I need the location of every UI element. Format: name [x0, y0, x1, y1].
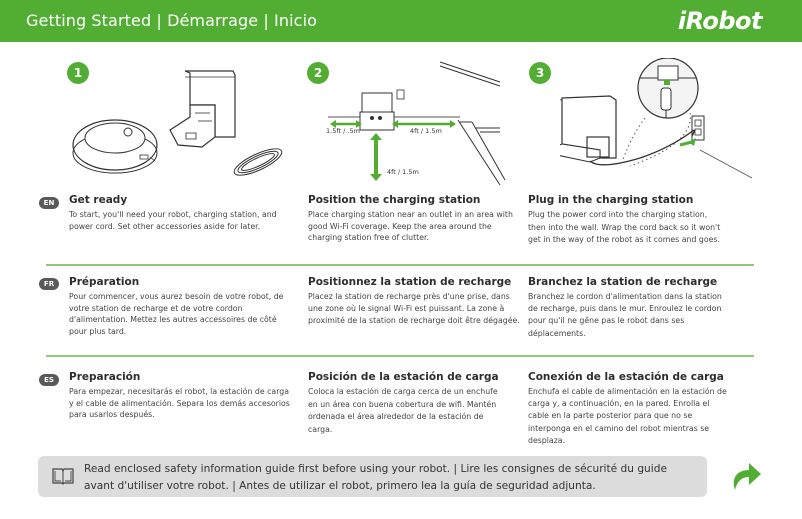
section-heading: Positionnez la station de recharge	[308, 276, 512, 288]
es-plug-in-station	[528, 371, 728, 447]
step-3-badge: 3	[529, 62, 551, 84]
section-body: To start, you'll need your robot, charging station, and power cord. Set other accessories aside for later.	[69, 210, 277, 231]
next-page-arrow-icon[interactable]	[729, 458, 763, 496]
section-body: Coloca la estación de carga cerca de un enchufe en un área con buena cobertura de wifi. Mantén ordenada el área alrededor de la estación de carga.	[308, 387, 498, 434]
dock-plug-in-illustration	[560, 58, 760, 183]
step-1-badge: 1	[67, 62, 89, 84]
safety-notice-text: Read enclosed safety information guide first before using your robot. | Lire les consignes de sécurité du guide avant d'utiliser votre robot. | Antes de utilizar el robot, primero lea la guía de seguridad adjunta.	[84, 463, 667, 492]
lang-badge-en: EN	[39, 197, 59, 209]
section-body: Pour commencer, vous aurez besoin de votre robot, de votre station de recharge et de votre cordon d'alimentation. Mettez les autres accessoires de côté pour plus tard.	[69, 292, 284, 336]
section-heading: Posición de la estación de carga	[308, 371, 499, 383]
section-heading: Get ready	[69, 194, 128, 206]
fr-plug-in-station	[528, 276, 724, 340]
section-heading: Preparación	[69, 371, 141, 383]
section-body: Branchez le cordon d'alimentation dans la station de recharge, puis dans le mur. Enroulez le cordon pour qu'il ne gêne pas le robot dans ses déplacements.	[528, 292, 722, 338]
es-preparacion	[69, 371, 291, 421]
section-divider	[46, 264, 754, 266]
en-position-station	[308, 194, 522, 244]
section-heading: Position the charging station	[308, 194, 481, 206]
section-divider	[46, 355, 754, 357]
fr-preparation	[69, 276, 291, 337]
en-plug-in-station	[528, 194, 724, 247]
lang-badge-es: ES	[39, 374, 59, 386]
section-body: Para empezar, necesitarás el robot, la estación de carga y el cable de alimentación. Separa los demás accesorios para usarlos después.	[69, 387, 290, 420]
robot-dock-cord-illustration	[70, 65, 290, 185]
step-2-badge: 2	[307, 62, 329, 84]
left-clearance-label: 1.5ft / .5m	[326, 127, 360, 135]
front-clearance-label: 4ft / 1.5m	[387, 168, 419, 176]
section-heading: Plug in the charging station	[528, 194, 694, 206]
fr-position-station	[308, 276, 522, 328]
page-title: Getting Started | Démarrage | Inicio	[26, 11, 317, 30]
safety-notice	[38, 456, 707, 497]
section-body: Enchufa el cable de alimentación en la estación de carga y, a continuación, en la pared. Enrolla el cable en la parte posterior para que no se interponga en el camino del robot mientras se desplaza.	[528, 387, 727, 445]
irobot-logo: iRobot	[677, 7, 762, 35]
section-body: Place charging station near an outlet in an area with good Wi-Fi coverage. Keep the area around the charging station free of clutter.	[308, 210, 513, 243]
section-body: Placez la station de recharge près d'une prise, dans une zone où le signal Wi-Fi est puissant. La zone à proximité de la station de recharge doit être dégagée.	[308, 292, 520, 326]
en-get-ready	[69, 194, 291, 232]
section-heading: Branchez la station de recharge	[528, 276, 718, 288]
lang-badge-fr: FR	[39, 278, 59, 290]
es-position-station	[308, 371, 504, 436]
dock-clearance-diagram	[300, 60, 520, 185]
section-heading: Conexión de la estación de carga	[528, 371, 724, 383]
book-icon	[51, 466, 75, 490]
header-bar	[0, 0, 802, 42]
section-heading: Préparation	[69, 276, 140, 288]
section-body: Plug the power cord into the charging station, then into the wall. Wrap the cord back so it won't get in the way of the robot as it comes and goes.	[528, 210, 721, 245]
right-clearance-label: 4ft / 1.5m	[410, 127, 442, 135]
